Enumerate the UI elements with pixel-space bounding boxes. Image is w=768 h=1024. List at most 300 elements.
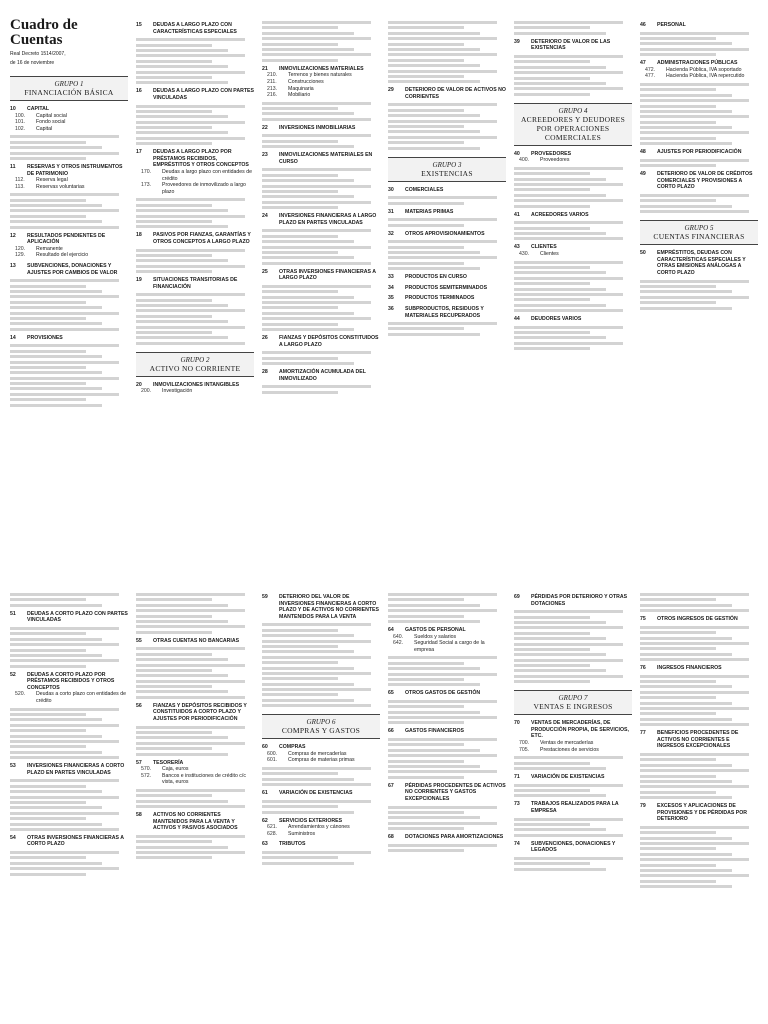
account-code: 35 (388, 295, 394, 302)
title-line-1: Cuadro de (10, 18, 78, 33)
subaccount-name: Resultado del ejercicio (36, 252, 89, 259)
account-name: OTROS GASTOS DE GESTIÓN (405, 690, 481, 697)
account-52 (10, 672, 128, 692)
account-code: 52 (10, 671, 16, 678)
account-code: 44 (514, 316, 520, 323)
account-name: DOTACIONES PARA AMORTIZACIONES (405, 834, 504, 841)
text-lines (388, 218, 506, 226)
group-4-name: ACREEDORES Y DEUDORES POR OPERACIONES COMERCIALES (520, 114, 626, 142)
text-lines (388, 322, 506, 336)
account-code: 68 (388, 834, 394, 841)
subaccount-101 (10, 119, 128, 126)
account-name: INVERSIONES FINANCIERAS A CORTO PLAZO EN PARTES VINCULADAS (27, 763, 125, 776)
account-name: INVERSIONES INMOBILIARIAS (279, 124, 356, 131)
subaccount-100 (10, 113, 128, 120)
subaccount-572 (136, 773, 254, 786)
account-code: 60 (262, 744, 268, 751)
column-1-bottom (10, 590, 128, 1020)
account-67 (388, 783, 506, 803)
account-code: 10 (10, 106, 16, 112)
subaccount-name: Deudas a largo plazo con entidades de crédito (162, 169, 252, 182)
column-3-bottom (262, 590, 380, 1020)
account-name: FIANZAS Y DEPÓSITOS CONSTITUIDOS A LARGO PLAZO (279, 335, 379, 348)
text-lines (136, 105, 254, 146)
account-51 (10, 611, 128, 624)
account-30 (388, 187, 506, 194)
account-name: INMOVILIZACIONES MATERIALES (279, 65, 364, 72)
text-lines (262, 134, 380, 148)
account-code: 17 (136, 149, 142, 156)
account-code: 53 (10, 763, 16, 770)
subaccount-200 (136, 388, 254, 395)
text-lines (10, 344, 128, 406)
text-lines (136, 293, 254, 345)
text-lines (262, 285, 380, 331)
account-code: 33 (388, 274, 394, 281)
text-lines (514, 326, 632, 351)
account-name: INGRESOS FINANCIEROS (657, 665, 722, 672)
subaccount-code: 642. (393, 640, 404, 647)
account-60 (262, 744, 380, 751)
subaccount-129 (10, 252, 128, 259)
account-code: 71 (514, 774, 520, 781)
account-name: ACTIVOS NO CORRIENTES MANTENIDOS PARA LA VENTA Y ACTIVOS Y PASIVOS ASOCIADOS (153, 812, 238, 832)
text-lines (10, 851, 128, 876)
account-code: 73 (514, 801, 520, 808)
account-name: INVERSIONES FINANCIERAS A LARGO PLAZO EN PARTES VINCULADAS (279, 213, 377, 226)
text-lines (136, 198, 254, 228)
account-name: INMOVILIZACIONES MATERIALES EN CURSO (279, 152, 373, 165)
account-code: 19 (136, 277, 142, 284)
subaccount-name: Compras de mercaderías (288, 750, 347, 757)
account-48 (640, 149, 758, 156)
group-6-name: COMPRAS Y GASTOS (281, 726, 361, 736)
text-lines (136, 38, 254, 84)
account-code: 61 (262, 790, 268, 797)
account-44 (514, 316, 632, 323)
subaccount-113 (10, 184, 128, 191)
account-16 (136, 88, 254, 101)
account-name: GASTOS DE PERSONAL (405, 626, 466, 633)
text-lines (514, 818, 632, 837)
account-61 (262, 790, 380, 797)
subaccount-code: 705. (519, 746, 530, 753)
account-name: BENEFICIOS PROCEDENTES DE ACTIVOS NO CORRIENTES E INGRESOS EXCEPCIONALES (657, 730, 739, 750)
group-5-box (640, 220, 758, 245)
account-name: DETERIORO DE VALOR DE LAS EXISTENCIAS (531, 38, 611, 52)
account-36 (388, 306, 506, 319)
text-lines (388, 593, 506, 623)
subaccount-173 (136, 182, 254, 195)
subaccount-216 (262, 92, 380, 99)
text-lines (136, 726, 254, 756)
account-code: 12 (10, 232, 16, 239)
subaccount-code: 112. (15, 177, 25, 184)
group-1-name: FINANCIACIÓN BÁSICA (24, 88, 114, 97)
account-name: PRODUCTOS EN CURSO (405, 274, 467, 281)
subaccount-name: Deudas a corto plazo con entidades de crédito (36, 691, 126, 705)
account-name: SUBVENCIONES, DONACIONES Y AJUSTES POR CAMBIOS DE VALOR (27, 263, 118, 276)
account-code: 30 (388, 186, 394, 193)
text-lines (640, 83, 758, 145)
subaccount-code: 621. (267, 824, 278, 831)
account-code: 46 (640, 22, 646, 28)
subaccount-code: 170. (141, 169, 152, 176)
subaccount-code: 520. (15, 691, 26, 698)
account-15 (136, 22, 254, 35)
text-lines (640, 753, 758, 799)
subaccount-621 (262, 824, 380, 831)
text-lines (136, 593, 254, 634)
account-70 (514, 720, 632, 740)
account-name: DETERIORO DEL VALOR DE INVERSIONES FINANCIERAS A CORTO PLAZO Y DE ACTIVOS NO CORRIENTES MANTENIDOS PARA LA VENTA (279, 594, 379, 620)
account-name: INMOVILIZACIONES INTANGIBLES (153, 381, 240, 388)
account-name: COMPRAS (279, 744, 306, 751)
text-lines (136, 647, 254, 699)
subaccount-name: Suministros (288, 830, 316, 837)
text-lines (262, 767, 380, 786)
account-name: PROVEEDORES (531, 150, 572, 157)
account-name: TESORERÍA (153, 759, 184, 766)
account-63 (262, 841, 380, 848)
subaccount-472 (640, 67, 758, 74)
text-lines (388, 240, 506, 270)
account-64 (388, 627, 506, 634)
account-name: RESULTADOS PENDIENTES DE APLICACIÓN (27, 232, 106, 246)
text-lines (640, 593, 758, 612)
account-code: 74 (514, 840, 520, 847)
text-lines (10, 193, 128, 228)
text-lines (388, 21, 506, 83)
account-code: 67 (388, 782, 394, 789)
text-lines (514, 610, 632, 683)
account-21 (262, 66, 380, 73)
account-79 (640, 803, 758, 823)
subaccount-code: 700. (519, 740, 530, 747)
account-name: OTRAS CUENTAS NO BANCARIAS (153, 637, 240, 644)
account-code: 55 (136, 637, 142, 644)
account-name: VARIACIÓN DE EXISTENCIAS (531, 774, 605, 781)
text-lines (262, 21, 380, 62)
subaccount-name: Mobiliario (288, 92, 311, 99)
column-6-bottom (640, 590, 758, 1020)
account-code: 32 (388, 230, 394, 237)
subaccount-120 (10, 246, 128, 253)
subaccount-code: 640. (393, 633, 404, 640)
account-28 (262, 369, 380, 382)
account-11 (10, 164, 128, 177)
account-code: 22 (262, 124, 268, 131)
text-lines (514, 55, 632, 96)
account-54 (10, 835, 128, 848)
account-74 (514, 841, 632, 854)
account-name: SUBPRODUCTOS, RESIDUOS Y MATERIALES RECUPERADOS (405, 305, 484, 319)
account-code: 26 (262, 335, 268, 342)
subaccount-name: Proveedores de inmovilizado a largo plazo (162, 182, 246, 195)
subaccount-code: 213. (267, 85, 278, 92)
account-code: 58 (136, 812, 142, 819)
subaccount-name: Prestaciones de servicios (540, 746, 599, 753)
account-name: ACREEDORES VARIOS (531, 211, 589, 218)
account-32 (388, 231, 506, 238)
account-code: 50 (640, 250, 646, 257)
subaccount-name: Arrendamientos y cánones (288, 824, 350, 831)
subaccount-code: 100. (15, 112, 26, 119)
group-5-number: GRUPO 5 (684, 224, 714, 233)
account-name: PRODUCTOS TERMINADOS (405, 295, 475, 302)
account-46 (640, 22, 758, 29)
account-code: 18 (136, 232, 142, 239)
account-name: COMERCIALES (405, 186, 444, 193)
account-name: OTRAS INVERSIONES FINANCIERAS A LARGO PLAZO (279, 268, 376, 282)
account-29 (388, 87, 506, 100)
account-name: GASTOS FINANCIEROS (405, 728, 464, 735)
account-name: SUBVENCIONES, DONACIONES Y LEGADOS (531, 840, 616, 854)
text-lines (262, 800, 380, 814)
subaccount-600 (262, 751, 380, 758)
account-code: 56 (136, 702, 142, 709)
account-name: DEUDAS A CORTO PLAZO POR PRÉSTAMOS RECIBIDOS Y OTROS CONCEPTOS (27, 671, 115, 691)
subaccount-code: 210. (267, 72, 278, 79)
text-lines (514, 857, 632, 871)
column-6 (640, 18, 758, 583)
decree-date: de 16 de noviembre (10, 60, 55, 66)
subaccount-640 (388, 634, 506, 641)
text-lines (514, 167, 632, 208)
account-code: 25 (262, 268, 268, 275)
account-19 (136, 277, 254, 290)
account-name: RESERVAS Y OTROS INSTRUMENTOS DE PATRIMONIO (27, 163, 123, 177)
text-lines (388, 700, 506, 725)
account-14 (10, 335, 128, 342)
account-code: 41 (514, 211, 520, 218)
column-1 (10, 18, 128, 583)
account-50 (640, 250, 758, 276)
subaccount-name: Compras de materias primas (288, 757, 355, 764)
subaccount-211 (262, 79, 380, 86)
subaccount-520 (10, 691, 128, 704)
account-53 (10, 763, 128, 776)
text-lines (10, 779, 128, 831)
group-7-box (514, 690, 632, 715)
account-code: 70 (514, 720, 520, 727)
account-name: DETERIORO DE VALOR DE ACTIVOS NO CORRIENTES (405, 87, 506, 100)
subaccount-code: 477. (645, 73, 656, 80)
text-lines (640, 159, 758, 167)
subaccount-705 (514, 747, 632, 754)
subaccount-name: Hacienda Pública, IVA soportado (666, 66, 742, 73)
text-lines (640, 675, 758, 727)
account-name: CLIENTES (531, 244, 557, 251)
column-3 (262, 18, 380, 583)
account-code: 34 (388, 284, 394, 291)
group-3-box (388, 157, 506, 182)
account-name: AJUSTES POR PERIODIFICACIÓN (657, 149, 742, 156)
account-code: 21 (262, 65, 268, 72)
account-33 (388, 274, 506, 281)
account-25 (262, 269, 380, 282)
account-code: 36 (388, 305, 394, 312)
text-lines (388, 844, 506, 852)
account-47 (640, 60, 758, 67)
account-name: PASIVOS POR FIANZAS, GARANTÍAS Y OTROS CONCEPTOS A LARGO PLAZO (153, 232, 251, 245)
text-lines (262, 851, 380, 865)
account-name: SERVICIOS EXTERIORES (279, 817, 343, 824)
group-4-number: GRUPO 4 (558, 106, 588, 115)
account-name: FIANZAS Y DEPÓSITOS RECIBIDOS Y CONSTITUIDOS A CORTO PLAZO Y AJUSTES POR PERIODIFICACIÓN (153, 702, 247, 723)
text-lines (136, 835, 254, 860)
account-code: 47 (640, 60, 646, 67)
account-code: 62 (262, 817, 268, 824)
account-24 (262, 213, 380, 226)
account-code: 76 (640, 665, 646, 672)
subaccount-code: 129. (15, 252, 26, 259)
account-name: EXCESOS Y APLICACIONES DE PROVISIONES Y DE PÉRDIDAS POR DETERIORO (657, 803, 748, 823)
subaccount-code: 216. (267, 92, 278, 99)
account-name: AMORTIZACIÓN ACUMULADA DEL INMOVILIZADO (279, 368, 366, 382)
account-39 (514, 39, 632, 52)
group-2-number: GRUPO 2 (180, 355, 210, 364)
account-name: DEUDAS A CORTO PLAZO CON PARTES VINCULADAS (27, 610, 128, 624)
subaccount-102 (10, 126, 128, 133)
subaccount-210 (262, 72, 380, 79)
account-code: 63 (262, 841, 268, 848)
account-code: 79 (640, 803, 646, 810)
account-58 (136, 812, 254, 832)
account-name: PÉRDIDAS POR DETERIORO Y OTRAS DOTACIONES (531, 594, 628, 607)
subaccount-name: Maquinaria (288, 85, 314, 92)
account-73 (514, 801, 632, 814)
subaccount-name: Investigación (162, 388, 193, 395)
subaccount-code: 570. (141, 766, 152, 773)
account-code: 48 (640, 149, 646, 156)
column-5 (514, 18, 632, 583)
text-lines (640, 32, 758, 57)
subaccount-code: 113. (15, 183, 25, 190)
account-43 (514, 244, 632, 251)
subaccount-code: 211. (267, 78, 277, 85)
account-name: SITUACIONES TRANSITORIAS DE FINANCIACIÓN (153, 277, 238, 290)
text-lines (388, 806, 506, 831)
account-code: 64 (388, 626, 394, 633)
subaccount-name: Capital (36, 125, 53, 132)
account-code: 43 (514, 244, 520, 251)
text-lines (10, 593, 128, 607)
account-code: 49 (640, 171, 646, 178)
decree-text: Real Decreto 1514/2007, (10, 51, 66, 57)
account-code: 11 (10, 163, 16, 170)
account-76 (640, 665, 758, 672)
subaccount-name: Reserva legal (36, 177, 68, 184)
account-code: 65 (388, 690, 394, 697)
text-lines (262, 229, 380, 264)
account-name: DEUDAS A LARGO PLAZO POR PRÉSTAMOS RECIBIDOS, EMPRÉSTITOS Y OTROS CONCEPTOS (153, 149, 249, 169)
account-20 (136, 382, 254, 389)
text-lines (388, 656, 506, 686)
text-lines (640, 194, 758, 213)
text-lines (640, 826, 758, 888)
account-code: 28 (262, 368, 268, 375)
account-name: VENTAS DE MERCADERÍAS, DE PRODUCCIÓN PROPIA, DE SERVICIOS, ETC. (531, 720, 629, 740)
subaccount-name: Caja, euros (162, 766, 189, 773)
group-3-number: GRUPO 3 (432, 160, 462, 169)
text-lines (262, 351, 380, 365)
account-59 (262, 594, 380, 620)
account-66 (388, 728, 506, 735)
subaccount-430 (514, 251, 632, 258)
subaccount-code: 120. (15, 245, 26, 252)
account-18 (136, 232, 254, 245)
text-lines (136, 789, 254, 808)
column-4 (388, 18, 506, 583)
account-code: 20 (136, 381, 142, 388)
account-62 (262, 818, 380, 825)
title-line-2: Cuentas (10, 32, 63, 48)
account-name: OTRAS INVERSIONES FINANCIERAS A CORTO PLAZO (27, 834, 124, 848)
masthead (10, 18, 128, 66)
column-5-bottom (514, 590, 632, 1020)
subaccount-601 (262, 757, 380, 764)
account-code: 16 (136, 88, 142, 95)
account-40 (514, 151, 632, 158)
text-lines (262, 623, 380, 707)
subaccount-400 (514, 157, 632, 164)
account-code: 75 (640, 616, 646, 623)
account-name: PÉRDIDAS PROCEDENTES DE ACTIVOS NO CORRIENTES Y GASTOS EXCEPCIONALES (405, 782, 506, 802)
subaccount-name: Ventas de mercaderías (540, 740, 594, 747)
text-lines (136, 249, 254, 274)
account-name: DEUDORES VARIOS (531, 316, 582, 323)
text-lines (10, 627, 128, 668)
account-name: DEUDAS A LARGO PLAZO CON PARTES VINCULADAS (153, 88, 254, 101)
account-name: CAPITAL (27, 106, 50, 112)
account-code: 69 (514, 594, 520, 600)
account-35 (388, 295, 506, 302)
account-75 (640, 616, 758, 623)
account-code: 66 (388, 728, 394, 735)
group-7-number: GRUPO 7 (558, 694, 588, 703)
group-1-number: GRUPO 1 (54, 80, 84, 88)
account-name: TRABAJOS REALIZADOS PARA LA EMPRESA (531, 801, 619, 814)
subaccount-628 (262, 831, 380, 838)
account-name: OTROS APROVISIONAMIENTOS (405, 230, 485, 237)
text-lines (640, 280, 758, 310)
subaccount-213 (262, 86, 380, 93)
group-1-box (10, 76, 128, 101)
subaccount-name: Reservas voluntarias (36, 183, 85, 190)
account-13 (10, 263, 128, 276)
subaccount-name: Proveedores (540, 157, 570, 164)
text-lines (262, 168, 380, 209)
text-lines (10, 135, 128, 160)
subaccount-code: 101. (15, 119, 26, 126)
account-name: OTROS INGRESOS DE GESTIÓN (657, 616, 738, 623)
text-lines (514, 784, 632, 798)
account-name: PROVISIONES (27, 334, 63, 341)
account-code: 54 (10, 834, 16, 841)
account-code: 23 (262, 152, 268, 159)
account-code: 13 (10, 263, 16, 270)
subaccount-code: 400. (519, 157, 530, 164)
subaccount-code: 600. (267, 750, 278, 757)
text-lines (514, 21, 632, 35)
group-3-name: EXISTENCIAS (421, 168, 473, 178)
text-lines (10, 279, 128, 331)
subaccount-name: Bancos e instituciones de crédito c/c vista, euros (162, 772, 246, 786)
account-26 (262, 335, 380, 348)
account-56 (136, 703, 254, 723)
account-69 (514, 594, 632, 607)
